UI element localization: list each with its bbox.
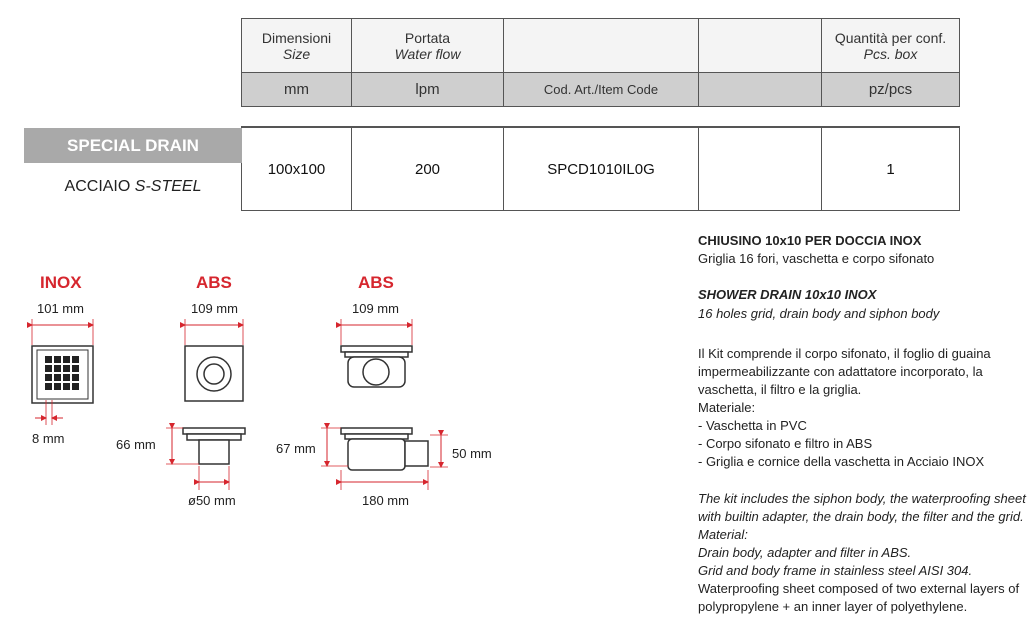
it-body-line: impermeabilizzante con adattatore incorporato, la bbox=[698, 364, 983, 379]
abs2-label: ABS bbox=[358, 273, 394, 292]
flow-subtitle: Water flow bbox=[394, 45, 461, 62]
inox-width: 101 mm bbox=[37, 301, 84, 316]
abs2-width: 109 mm bbox=[352, 301, 399, 316]
qty-title: Quantità per conf. bbox=[834, 29, 947, 46]
en-body-line: The kit includes the siphon body, the waterproofing sheet bbox=[698, 491, 1026, 506]
flow-value: 200 bbox=[414, 160, 441, 178]
unit-cell-code bbox=[503, 72, 699, 107]
abs1-height: 66 mm bbox=[116, 437, 156, 452]
header-cell-code bbox=[503, 18, 699, 73]
it-body-line: - Vaschetta in PVC bbox=[698, 418, 807, 433]
size-unit: mm bbox=[284, 81, 309, 98]
abs-kit-side-view-drawing bbox=[321, 428, 448, 490]
description-en-body-italic bbox=[698, 490, 1028, 580]
flow-title: Portata bbox=[404, 29, 451, 46]
inox-grid-drawing bbox=[32, 319, 93, 425]
size-subtitle: Size bbox=[282, 45, 311, 62]
en-body-line: polypropylene + an inner layer of polyethylene. bbox=[698, 599, 968, 614]
inox-label: INOX bbox=[40, 273, 82, 292]
abs2-body-height: 50 mm bbox=[452, 446, 492, 461]
value-blank bbox=[698, 127, 822, 211]
it-body-line: Il Kit comprende il corpo sifonato, il foglio di guaina bbox=[698, 346, 991, 361]
qty-unit: pz/pcs bbox=[868, 81, 913, 98]
category-title: SPECIAL DRAIN bbox=[24, 128, 242, 163]
value-qty bbox=[821, 127, 960, 211]
header-cell-blank bbox=[698, 18, 822, 73]
qty-value: 1 bbox=[886, 160, 895, 178]
abs1-width: 109 mm bbox=[191, 301, 238, 316]
en-body-line: with builtin adapter, the drain body, the filter and the grid. bbox=[698, 509, 1024, 524]
code-value: SPCD1010IL0G bbox=[547, 160, 655, 178]
abs1-label: ABS bbox=[196, 273, 232, 292]
abs-kit-top-view-drawing bbox=[341, 319, 412, 387]
unit-cell-qty bbox=[821, 72, 960, 107]
en-body-line: Drain body, adapter and filter in ABS. bbox=[698, 545, 912, 560]
description-it-title: CHIUSINO 10x10 PER DOCCIA INOX bbox=[698, 233, 922, 248]
abs-top-view-drawing bbox=[185, 319, 243, 401]
unit-cell-blank bbox=[698, 72, 822, 107]
header-cell-qty bbox=[821, 18, 960, 73]
en-body-line: Waterproofing sheet composed of two external layers of bbox=[698, 581, 1020, 596]
size-value: 100x100 bbox=[267, 160, 326, 178]
code-unit: Cod. Art./Item Code bbox=[543, 82, 659, 97]
description-it-body bbox=[698, 345, 1028, 471]
en-body-line: Material: bbox=[698, 527, 748, 542]
abs2-length: 180 mm bbox=[362, 493, 409, 508]
qty-subtitle: Pcs. box bbox=[863, 45, 918, 62]
size-title: Dimensioni bbox=[261, 29, 332, 46]
it-body-line: Materiale: bbox=[698, 400, 756, 415]
value-code bbox=[503, 127, 699, 211]
description-it-sub: Griglia 16 fori, vaschetta e corpo sifonato bbox=[698, 251, 935, 266]
technical-drawings bbox=[0, 0, 520, 520]
description-en-sub: 16 holes grid, drain body and siphon body bbox=[698, 306, 940, 321]
it-body-line: - Griglia e cornice della vaschetta in Acciaio INOX bbox=[698, 454, 985, 469]
flow-unit: lpm bbox=[415, 81, 440, 98]
abs-side-view-drawing bbox=[166, 428, 245, 490]
it-body-line: - Corpo sifonato e filtro in ABS bbox=[698, 436, 873, 451]
inox-slot: 8 mm bbox=[32, 431, 65, 446]
description-en-title: SHOWER DRAIN 10x10 INOX bbox=[698, 287, 877, 302]
description-en-body bbox=[698, 580, 1028, 616]
it-body-line: vaschetta, il filtro e la griglia. bbox=[698, 382, 862, 397]
en-body-line: Grid and body frame in stainless steel AISI 304. bbox=[698, 563, 973, 578]
material-en: S-STEEL bbox=[134, 178, 202, 195]
abs2-height: 67 mm bbox=[276, 441, 316, 456]
material-it: ACCIAIO bbox=[64, 178, 131, 195]
abs1-diameter: ø50 mm bbox=[188, 493, 236, 508]
